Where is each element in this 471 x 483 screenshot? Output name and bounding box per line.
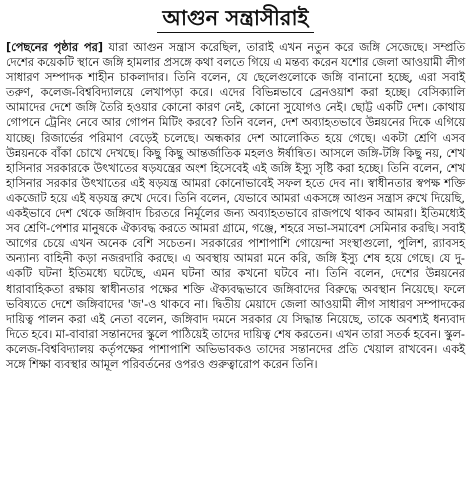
continued-marker: [পেছনের পৃষ্ঠার পর] [6,41,104,54]
article-body [6,40,465,372]
headline-container [6,4,465,34]
article-text: যারা আগুন সন্ত্রাস করেছিল, তারাই এখন নতুন করে জঙ্গি সেজেছে। সম্প্রতি দেশের কয়েকটি স্থানে জঙ্গি হামলার প্রসঙ্গে কথা বলতে গিয়ে এ মন্তব্য করেন যশোর জেলা আওয়ামী লীগ সাধারণ সম্পাদক শাহীন চাকলাদার। তিনি বলেন, যে ছেলেগুলোকে জঙ্গি বানানো হচ্ছে, এরা সবাই তরুণ, কলেজ-বিশ্ববিদ্যালয়ে লেখাপড়া করে। এদের বিভিন্নভাবে ব্রেনওয়াশ করা হচ্ছে। বেসিক্যালি আমাদের দেশে জঙ্গি তৈরি হওয়ার কোনো কারণ নেই, কোনো সুযোগও নেই। ছোট্ট একটি দেশ। কোথায় গোপনে ট্রেনিং নেবে আর গোপন মিটিং করবে? তিনি বলেন, দেশ অব্যাহতভাবে উন্নয়নের দিকে এগিয়ে যাচ্ছে। রিজার্ভের পরিমাণ বেড়েই চলেছে। অন্ধকার দেশ আলোকিত হয়ে গেছে। একটা শ্রেণি এসব উন্নয়নকে বাঁকা চোখে দেখছে। কিছু কিছু আন্তর্জাতিক মহলও ঈর্ষান্বিত। আসলে জঙ্গি-টঙ্গি কিছু নয়, শেখ হাসিনার সরকারকে উৎখাতের ষড়যন্ত্রের অংশ হিসেবেই এই জঙ্গি ইস্যু সৃষ্টি করা হচ্ছে। তিনি বলেন, শেখ হাসিনার সরকার উৎখাতের এই ষড়যন্ত্র আমরা কোনোভাবেই সফল হতে দেব না। স্বাধীনতার স্বপক্ষ শক্তি একজোট হয়ে এই ষড়যন্ত্র রুখে দেবে। তিনি বলেন, যেভাবে আমরা একসঙ্গে আগুন সন্ত্রাস রুখে দিয়েছি, একইভাবে দেশ থেকে জঙ্গিবাদ চিরতরে নির্মূলের জন্য অব্যাহতভাবে রাজপথে থাকব আমরা। ইতিমধ্যেই সব শ্রেণি-পেশার মানুষকে ঐক্যবদ্ধ করতে আমরা গ্রামে, গঞ্জে, শহরে সভা-সমাবেশ সেমিনার করছি। সবাই আগের চেয়ে এখন অনেক বেশি সচেতন। সরকারের পাশাপাশি গোয়েন্দা সংস্থাগুলো, পুলিশ, র‌্যাবসহ অন্যান্য বাহিনী কড়া নজরদারি করছে। এ অবস্থায় আমরা মনে করি, জঙ্গি ইস্যু শেষ হয়ে গেছে। যে দু-একটি ঘটনা ইতিমধ্যে ঘটেছে, এমন ঘটনা আর কখনো ঘটবে না। তিনি বলেন, দেশের উন্নয়নের ধারাবাহিকতা রক্ষায় স্বাধীনতার পক্ষের শক্তি ঐক্যবদ্ধভাবে জঙ্গিবাদের বিরুদ্ধে অবস্থান নিয়েছে। ফলে ভবিষ্যতে দেশে জঙ্গিবাদের 'জ'-ও থাকবে না। দ্বিতীয় মেয়াদে জেলা আওয়ামী লীগ সাধারণ সম্পাদকের দায়িত্ব পালন করা এই নেতা বলেন, জঙ্গিবাদ দমনে সরকার যে সিদ্ধান্ত নিয়েছে, তাকে অবশ্যই ধন্যবাদ দিতে হবে। মা-বাবারা সন্তানদের স্কুলে পাঠিয়েই তাদের দায়িত্ব শেষ করতেন। এখন তারা সতর্ক হবেন। স্কুল-কলেজ-বিশ্ববিদ্যালয় কর্তৃপক্ষের পাশাপাশি অভিভাবকও তাদের সন্তানদের প্রতি খেয়াল রাখবেন। একই সঙ্গে শিক্ষা ব্যবস্থার আমূল পরিবর্তনের ওপরও গুরুত্বারোপ করেন তিনি। [6,41,465,371]
article-headline: আগুন সন্ত্রাসীরাই [157,4,315,33]
